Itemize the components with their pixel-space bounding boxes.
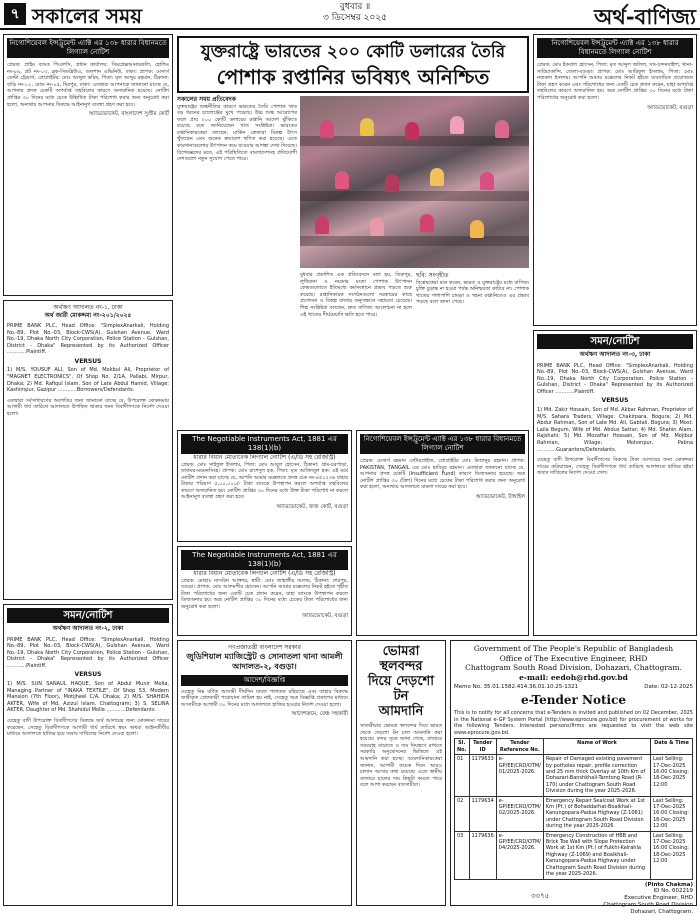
e-tender-notice [450,640,697,906]
court-footer-text: যেহেতু বাদী উপরোক্ত বিবাদীগণের বিরুদ্ধে অর্থ আদায়ের জন্য মোকদ্দমা দায়ের করেছেন, সেহেতু বিবাদীগণকে আগামী ধার্য তারিখে স্বয়ং অথবা আইনজীবীর মাধ্যমে আদালতে হাজির হয়ে জবাব দাখিলের নির্দেশ দেওয়া হলো। [7,718,169,738]
ni-act-subtitle: ধারার বিধান মোতাবেক লিগ্যাল নোটিশ (এ/ডি সহ রেজিস্ট্রি) [181,570,348,578]
lead-story-text-col2 [300,272,412,426]
col-header-tender-id: Tender ID [469,739,496,755]
news-body: সাতক্ষীরার ভোমরা স্থলবন্দর দিয়ে ভারত থেকে দেড়শো টন চাল আমদানি করা হয়েছে। বন্দর সূত্রে জানা গেছে, বাজারে সরবরাহ বাড়াতে ও দাম নিয়ন্ত্রণে রাখতে সরকারি অনুমোদনের ভিত্তিতে এই আমদানি করা হচ্ছে। আমদানিকারকেরা জানান, আগামী কয়েক দিনে আরও চালান আসার কথা রয়েছে। এতে স্থানীয় বাজারে চালের দাম কিছুটা কমতে পারে বলে আশা করছেন ব্যবসায়ীরা। [360,723,442,789]
ni-act-body: প্রেরক: মোছাঃ নাসরিন আক্তার, স্বামী: মোঃ জাহাঙ্গীর আলম, ঠিকানা: শেরপুর, বগুড়া। প্রাপক: মোঃ আলমগীর হোসেন। আপনি আমার মক্কেলের নিকট হইতে গৃহীত টাকা পরিশোধের জন্য একটি চেক প্রদান করেন, যাহা ব্যাংকে উপস্থাপন করলে ডিজঅনার হয়। অত্র নোটিশ প্রাপ্তির ৩০ দিনের মধ্যে চেকের টাকা পরিশোধের জন্য অনুরোধ করা হলো। [181,578,348,611]
lead-headline [177,36,529,93]
court-summon-2 [3,604,173,906]
summon-title: সমন/নোটিশ [537,334,693,349]
cell-name-of-work: Emergency Construction of HBB and Brick Toe Wall with Slope Protection Work at 1st Km (Pt.) of Fulkhi-Kelrahla Highway (Z-1069) and Boalkhali-Kanungopara-Padua Highway under Chattogram South Road Division during the year 2025-2026. [543,831,650,879]
table-row [455,831,693,879]
notice-title: নিগোশিয়েবল ইন্সট্রুমেন্ট এ্যাক্ট এর ১৩৮ ধারার বিধানমতে লিগ্যাল নোটিশ [360,434,525,454]
case-number: অর্থঋণ আদালত নং-৩, ঢাকা [537,351,693,359]
byline: সকালের সময় প্রতিবেদক [177,96,297,104]
section-title: অর্থ-বাণিজ্য [594,1,696,36]
cell-reference: e-GP/EE/CRD/OTM/ 02/2025-2026. [496,796,543,831]
court-name: জুডিশিয়াল ম্যাজিস্ট্রেট ও সোনাতলা থানা আমলী আদালত-২, বগুড়া। [181,652,348,672]
cell-reference: e-GP/EE/CRD/OTM/ 01/2025-2026. [496,755,543,796]
cell-date-time: Last Selling: 17-Dec-2025 16:00 Closing: 18-Dec-2025 12:00 [651,796,693,831]
summon-title: সমন/নোটিশ [7,608,169,623]
ni-act-signature: অ্যাডভোকেট, জজ কোর্ট, বগুড়া [181,504,348,511]
legal-notice-signature: অ্যাডভোকেট, বগুড়া [537,105,693,112]
legal-notice-left [3,34,173,296]
day: বুধবার ॥ [255,2,455,13]
legal-notice-signature: অ্যাডভোকেট, বাংলাদেশ সুপ্রীম কোর্ট [7,111,169,118]
cell-sl: 03 [455,831,470,879]
notice-signature: অ্যাডভোকেট, টাঙ্গাইল [360,494,525,501]
memo-number: Memo No. 35.01.1582.414.36.01.10.25-1321 [454,684,578,690]
signatory-office: Chattogram South Road Division [454,902,693,909]
case-number: অর্থ জারী মোকদ্দমা নং-২০১/২০২৫ [7,312,169,320]
legal-notice-body: প্রেরক: প্রাইম ব্যাংক পিএলসি, প্রধান কার্যালয়: সিমপ্লেক্সআনারকলি, হোল্ডিং নং-৮৯, প্লট নং-০৩, ব্লক-সিডব্লিউএ, গুলশান এভিনিউ, ঢাকা। প্রাপক: মেসার্স ডেল্টা ট্রেডার্স, প্রোপ্রাইটর: মোঃ আব্দুল করিম, পিতা: মৃত আব্দুর রহমান, ঠিকানা: বাড়ি নং-১২, রোড নং-০৫, মিরপুর, ঢাকা। এতদ্বারা আপনাকে জানানো যাচ্ছে যে, আপনার প্রদত্ত চেকটি অপর্যাপ্ত তহবিলের কারণে অসম্মানিত হয়েছে। নোটিশ প্রাপ্তির ৩০ দিনের মধ্যে চেকে উল্লিখিত টাকা পরিশোধ করার জন্য অনুরোধ করা হলো, অন্যথায় আপনার বিরুদ্ধে আইনানুগ ব্যবস্থা গ্রহণ করা হবে। [7,62,169,108]
court-summon-1 [3,300,173,600]
tender-intro: This is to notify for all concerns that e-Tenders is invited and published on 02 December, 2025 in the National e-GP System Portal (http://www.eprocure.gov.bd) for procurement of works for the following Tenders. Interested persons/firms are requested to visit the web site www.eprocure.gov.bd. [454,710,693,736]
lead-story-paragraph: বিশ্লেষকেরা মনে করেন, ভারত ও যুক্তরাষ্ট্রের মধ্যে বাণিজ্য চুক্তি চূড়ান্ত না হওয়া পর্যন্ত অনিশ্চয়তা কাটবে না। পোশাক খাতের পাশাপাশি চামড়া ও গহনা রপ্তানিতেও এর প্রভাব পড়ছে বলে জানা গেছে। [416,280,529,306]
lead-story-text-col3 [416,272,529,426]
ni-act-title: The Negotiable Instruments Act, 1881 এর 138(1)(b) [181,434,348,454]
office-email: e-mail: eedoh@rhd.gov.bd [454,673,693,683]
cell-sl: 02 [455,796,470,831]
plaintiff-text: PRIME BANK PLC, Head Office: "SimplexAnarkali, Holding No.-89, Plot No.-03, Block-CWS(A), Gulshan Avenue, Ward No.-19, Dhaka North City Corporation, Police Station - Gulshan, District - Dhaka" Represented by its Authorized Officer ............Plaintiff. [7,323,169,356]
lead-story-paragraph: বুধবার প্রকাশিত এক প্রতিবেদনে বলা হয়, তিরুপুর, লুধিয়ানা ও নয়ডার মতো পোশাক উৎপাদন কেন্দ্রগুলোতে ইতিমধ্যে কর্মসংস্থানে প্রভাব পড়তে শুরু করেছে। রপ্তানিকারক সংগঠনগুলো সরকারের কাছে প্রণোদনা ও বিকল্প বাজার অনুসন্ধানে সহায়তা চেয়েছে। শিল্প সংশ্লিষ্টরা বলছেন, দ্রুত বাণিজ্য আলোচনা না হলে এই খাতের দীর্ঘমেয়াদি ক্ষতি হতে পারে। [300,272,412,318]
order-body: যেহেতু নিম্ন বর্ণিত আসামী দীর্ঘদিন যাবত পলাতক রহিয়াছে এবং তাহার বিরুদ্ধে জারীকৃত গ্রেফতারী পরোয়ানা তামিল হয় নাই, সেহেতু অত্র বিজ্ঞপ্তি প্রকাশের মাধ্যমে আসামীকে আগামী ৩০ দিনের মধ্যে আদালতে হাজির হওয়ার নির্দেশ দেওয়া হলো। [181,689,348,709]
headline-line-2: পোশাক রপ্তানির ভবিষ্যৎ অনিশ্চিত [179,64,527,90]
tender-title: e-Tender Notice [454,693,693,707]
order-title: আদেশ/বিজ্ঞপ্তি [181,675,348,686]
news-title-line-3: আমদানি [360,704,442,719]
masthead [0,0,700,30]
newspaper-name: সকালের সময় [32,2,142,35]
court-gov-header: গণপ্রজাতন্ত্রী বাংলাদেশ সরকার [181,644,348,652]
cell-date-time: Last Selling: 17-Dec-2025 16:00 Closing: 18-Dec-2025 12:00 [651,831,693,879]
cell-tender-id: 1179634 [469,796,496,831]
court-footer-text: এতদ্বারা সর্বসাধারণের অবগতির জন্য জানানো যাচ্ছে যে, উপরোক্ত মোকদ্দমায় আগামী ধার্য তারিখে আদালতে উপস্থিত থাকার জন্য বিবাদীগণকে নির্দেশ দেওয়া হলো। [7,398,169,418]
memo-date: Date: 02-12-2025 [644,684,693,690]
versus-label: VERSUS [537,397,693,405]
cell-tender-id: 1179636 [469,831,496,879]
garment-factory-photo [300,96,529,268]
cell-date-time: Last Selling: 17-Dec-2025 16:00 Closing: 18-Dec-2025 12:00 [651,755,693,796]
page-number: ৭ [4,3,26,25]
lead-story-paragraph: যুক্তরাষ্ট্রের শুল্কনীতির কারণে ভারতের তৈরি পোশাক খাত বড় ধরনের চ্যালেঞ্জের মুখে পড়েছে। উচ্চ শুল্ক আরোপের ফলে প্রায় ২০০ কোটি ডলারের রপ্তানি আদেশ ঝুঁকিতে রয়েছে বলে জানিয়েছেন খাত সংশ্লিষ্টরা। ভারতের রপ্তানিকারকেরা বলছেন, মার্কিন ক্রেতারা বিকল্প উৎস খুঁজছেন এবং অনেক ক্রয়াদেশ স্থগিত করা হয়েছে। এতে কারখানাগুলোর উৎপাদন কমে যাওয়ার আশঙ্কা দেখা দিয়েছে। বিশেষজ্ঞদের মতে, এই পরিস্থিতিতে বাংলাদেশসহ প্রতিযোগী দেশগুলো নতুন সুযোগ পেতে পারে। [177,104,297,163]
ad-code: ৩৩৭৫ [531,890,549,902]
gov-line-1: Government of The People's Republic of Bangladesh [454,644,693,654]
legal-notice-body: প্রেরক: মোঃ ইকবাল হোসেন, পিতা: মৃত আব্দুল জলিল, সাং-চন্দনবাইশা, থানা-সারিয়াকান্দি, জেলা-বগুড়া। প্রাপক: মোঃ আরিফুল ইসলাম, পিতা: মোঃ নজরুল ইসলাম। আপনি আমার মক্কেলের নিকট হইতে ব্যবসায়িক প্রয়োজনে টাকা গ্রহণ করেন এবং পরিশোধের জন্য একটি চেক প্রদান করেন, যাহা অপর্যাপ্ত তহবিলের কারণে অসম্মানিত হয়। অত্র নোটিশ প্রাপ্তির ৩০ দিনের মধ্যে টাকা পরিশোধের অনুরোধ করা হলো। [537,62,693,102]
news-title-line-2: দিয়ে দেড়শো টন [360,674,442,704]
signatory-name: (Pinto Chakma) [454,882,693,889]
court-order-bogura [177,640,352,906]
ni-act-notice-1 [177,430,352,542]
ni-act-body: প্রেরক: মোঃ সাইফুল ইসলাম, পিতা: মোঃ আবুল হোসেন, ঠিকানা: গ্রাম-চরপাড়া, ডাকঘর-ময়মনসিংহ। প্রাপক: মোঃ রাশেদুল হক, পিতা: মৃত আজিজুল হক। এই মর্মে নোটিশ প্রদান করা যাচ্ছে যে, আপনি আমার মক্কেলকে প্রদত্ত চেক নং-৪৫১২৩৬ যাহার টাকার পরিমাণ ৫,০০,০০০/- টাকা ব্যাংকে উপস্থাপন করলে অপর্যাপ্ত তহবিলের কারণে অসম্মানিত হয়। নোটিশ প্রাপ্তির ৩০ দিনের মধ্যে উক্ত টাকা পরিশোধ না করলে আইনানুগ ব্যবস্থা গ্রহণ করা হবে। [181,462,348,502]
dateline [255,2,455,24]
cell-reference: e-GP/EE/CRD/OTM/ 04/2025-2026. [496,831,543,879]
col-header-name-of-work: Name of Work [543,739,650,755]
headline-line-1: যুক্তরাষ্ট্রে ভারতের ২০০ কোটি ডলারের তৈরি [179,40,527,64]
cell-sl: 01 [455,755,470,796]
news-title-line-1: ভোমরা স্থলবন্দর [360,644,442,674]
court-summon-right [533,330,697,636]
gov-line-2: Office of The Executive Engineer, RHD [454,654,693,664]
signatory-place: Dohazari, Chattogram. [454,909,693,915]
negotiable-notice [356,430,529,636]
signatory-id: ID No. 602219 [454,888,693,895]
case-number: অর্থঋণ আদালত নং-২, ঢাকা [7,625,169,633]
col-header-reference: Tender Reference No. [496,739,543,755]
col-header-sl: Sl. No. [455,739,470,755]
signatory-title: Executive Engineer, RHD [454,895,693,902]
ni-act-subtitle: ধারার বিধান মোতাবেক লিগ্যাল নোটিশ (এ/ডি সহ রেজিস্ট্রি) [181,454,348,462]
cell-name-of-work: Repair of Damaged existing pavement by potholes repair, profile correction and 25 mm thick Overlay at 10th Km of Dohazari-Banshkhali-Tamtong Road (R-170) under Chattogram South Road Division during the year 2025-2026. [543,755,650,796]
defendants-text: 1) M/S. YOUSUF ALI, Son of Md. Mokbul Ali, Proprietor of "MAGNET ELECTRONICS", Of Shop No. 2/1A, Pallabi, Mirpur, Dhaka; 2) Md. Rafiqul Islam, Son of Late Abdul Hamid, Village: Kashimpur, Gazipur ............Borrowers/Defendants. [7,367,169,393]
news-bhomra-port [356,640,446,906]
legal-notice-right [533,34,697,326]
gov-line-3: Chattogram South Road Division, Dohazari, Chattogram. [454,663,693,673]
table-row [455,755,693,796]
lead-story-text-col1 [177,96,297,426]
court-title: অর্থঋণ আদালত নং-১, ঢাকা [7,304,169,312]
versus-label: VERSUS [7,358,169,366]
notice-body: প্রেরক: মেসার্স রহমান এন্টারপ্রাইজ, প্রোপ্রাইটর মোঃ মিজানুর রহমান। প্রাপক: PAKISTAN, TANGAIL এর মোঃ হাবিবুর রহমান। এতদ্বারা জানানো যাচ্ছে যে, আপনার প্রদত্ত চেকটি (Insufficient Fund) কারণে ডিজঅনার হয়েছে। অত্র নোটিশ প্রাপ্তির ৩০ (ত্রিশ) দিনের মধ্যে চেকের টাকা পরিশোধ করার জন্য অনুরোধ করা হলো, অন্যথায় আদালতে মামলা দায়ের করা হবে। [360,458,525,491]
photo-caption: ছবি: সংগৃহীত [416,272,529,280]
ni-act-notice-2 [177,546,352,636]
legal-notice-title: নিগোশিয়েবল ইন্সট্রুমেন্ট এ্যাক্ট এর ১৩৮ ধারার বিধানমতে লিগ্যাল নোটিশ [7,38,169,58]
order-signature: আদেশক্রমে, বেঞ্চ সহকারী [181,711,348,718]
versus-label: VERSUS [7,671,169,679]
cell-tender-id: 1179633 [469,755,496,796]
defendants-text: 1) M/S. SUN SANAUL HAQUE, Son of Abdul Munir Molla, Managing Partner of "INAKA TEXTILE", Of Shop 53, Modern Mansion (7th Floor), Motijheel C/A, Dhaka; 2) M/S. SHAHIDA AKTER, Wife of Md. Azizul Islam, Chattogram; 3) S. SELINA AKTER, Daughter of Md. Shahidul Molla ............Defendants. [7,681,169,714]
plaintiff-text: PRIME BANK PLC, Head Office: "SimplexAnarkali, Holding No.-89, Plot No.-03, Block-CWS(A), Gulshan Avenue, Ward No.-19, Dhaka North City Corporation, Police Station - Gulshan, District - Dhaka" Represented by its Authorized Officer ............Plaintiff. [537,363,693,396]
ni-act-signature: অ্যাডভোকেট, বগুড়া [181,613,348,620]
ni-act-title: The Negotiable Instruments Act, 1881 এর 138(1)(b) [181,550,348,570]
defendants-text: 1) Md. Zakir Hossain, Son of Md. Akbar Rahman, Proprietor of M/S. Sahara Traders, Village: Chakirpara, Bogura; 2) Md. Abdur Rahman, Son of Late Md. Ali, Gabtali, Bogura; 3) Most. Laila Begum, Wife of Md. Abdus Sattar; 4) Md. Shahin Alam, Rajshahi; 5) Md. Mozaffar Hossain, Son of Md. Mojibur Rahman, Village: Mohonpur, Pabna ............Guarantors/Defendants. [537,407,693,453]
legal-notice-title: নিগোশিয়েবল ইন্সট্রুমেন্ট এ্যাক্ট এর ১৩৮ ধারার বিধানমতে লিগ্যাল নোটিশ [537,38,693,58]
tender-table [454,738,693,879]
col-header-date-time: Date & Time [651,739,693,755]
tender-signatory [454,882,693,915]
table-row [455,796,693,831]
date: ৩ ডিসেম্বর ২০২৫ [255,13,455,24]
summon-footer-text: যেহেতু বাদী উপরোক্ত বিবাদীগণের বিরুদ্ধে টাকা আদায়ের জন্য মোকদ্দমা দায়ের করিয়াছেন, সেহেতু বিবাদীগণকে ধার্য তারিখে আদালতে হাজির হইয়া জবাব দাখিলের নির্দেশ দেওয়া গেল। [537,457,693,477]
plaintiff-text: PRIME BANK PLC, Head Office: "SimplexAnarkali, Holding No.-89, Plot No.-03, Block-CWS(A), Gulshan Avenue, Ward No.-19, Dhaka North City Corporation, Police Station - Gulshan, District - Dhaka" Represented by its Authorized Officer ............Plaintiff. [7,637,169,670]
cell-name-of-work: Emergency Repair Sealcoat Work at 1st Km (Pt.) of Bohaddarhat-Boalkhali-Kanungopara-Padua Highway (Z-1061) under Chattogram South Road Division during the year 2025-2026. [543,796,650,831]
